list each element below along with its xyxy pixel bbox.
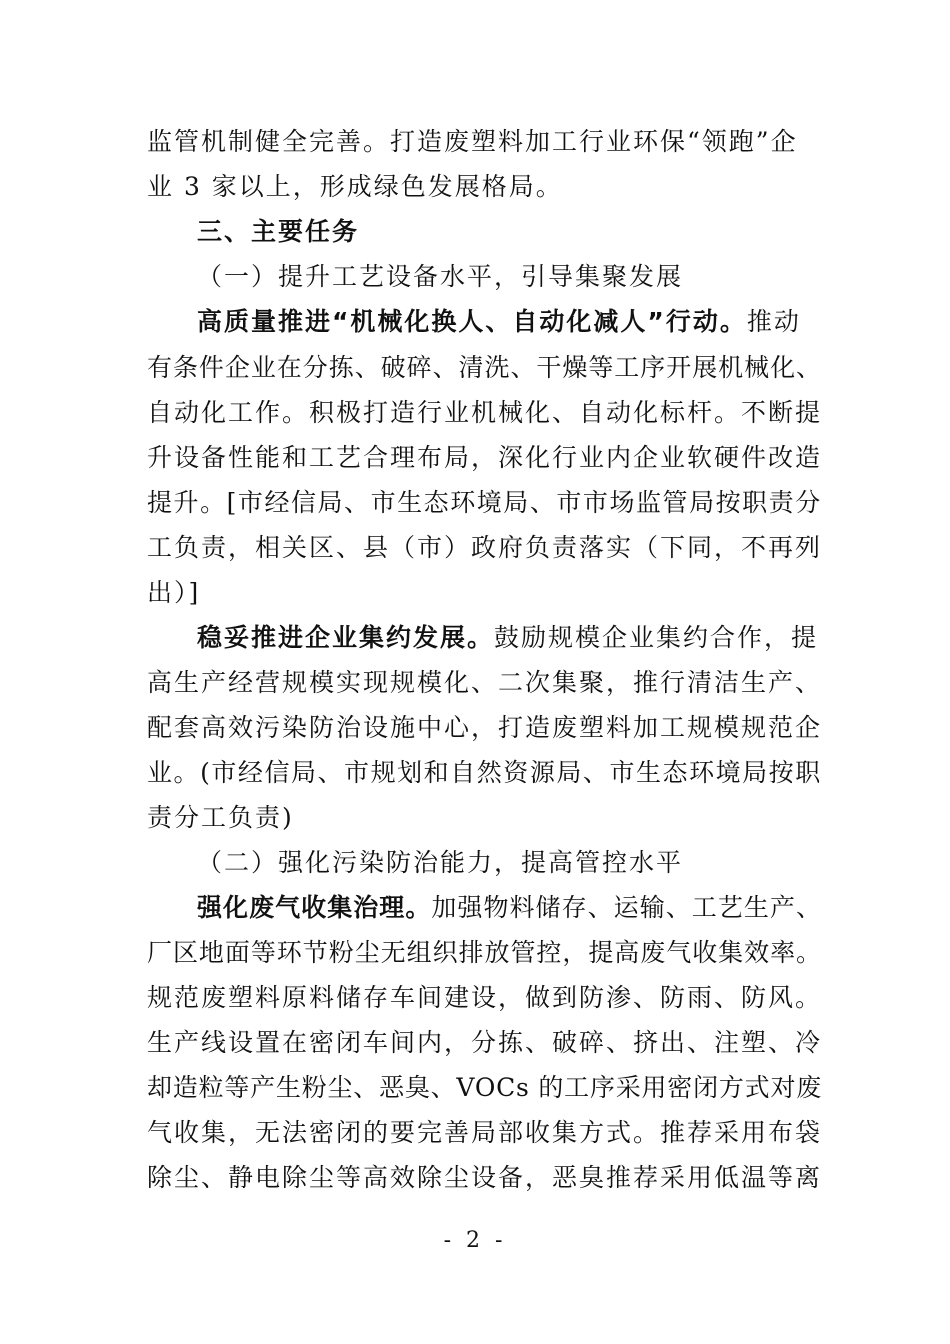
text-line-21: 厂区地面等环节粉尘无组织排放管控，提高废气收集效率。 [147,938,823,967]
text-line-14: 高生产经营规模实现规模化、二次集聚，推行清洁生产、 [147,668,823,697]
text-line-26: 除尘、静电除尘等高效除尘设备，恶臭推荐采用低温等离 [147,1163,823,1192]
subsection-heading-2: （二）强化污染防治能力，提高管控水平 [197,848,684,877]
text-line-9: 提升。[市经信局、市生态环境局、市市场监管局按职责分 [147,488,822,517]
text-line-2: 业 3 家以上，形成绿色发展格局。 [147,172,563,201]
paragraph-3-text: 加强物料储存、运输、工艺生产、 [431,893,823,922]
text-line-11: 出）] [147,578,201,607]
page-number: - 2 - [443,1228,507,1253]
section-heading-3: 三、主要任务 [197,217,360,246]
text-line-6: 有条件企业在分拣、破碎、清洗、干燥等工序开展机械化、 [147,353,823,382]
paragraph-1-text: 推动 [746,307,801,336]
text-line-1: 监管机制健全完善。打造废塑料加工行业环保“领跑”企 [147,127,798,156]
paragraph-1-first-line [197,306,801,338]
paragraph-2-lead: 稳妥推进企业集约发展。 [197,623,495,652]
text-line-23: 生产线设置在密闭车间内，分拣、破碎、挤出、注塑、冷 [147,1028,823,1057]
text-line-24: 却造粒等产生粉尘、恶臭、VOCs 的工序采用密闭方式对废 [147,1073,823,1102]
subsection-heading-1: （一）提升工艺设备水平，引导集聚发展 [197,262,684,291]
text-line-7: 自动化工作。积极打造行业机械化、自动化标杆。不断提 [147,398,823,427]
text-line-15: 配套高效污染防治设施中心，打造废塑料加工规模规范企 [147,713,823,742]
paragraph-3-lead: 强化废气收集治理。 [197,893,432,922]
text-line-16: 业。(市经信局、市规划和自然资源局、市生态环境局按职 [147,758,822,787]
text-line-8: 升设备性能和工艺合理布局，深化行业内企业软硬件改造 [147,443,823,472]
text-line-25: 气收集，无法密闭的要完善局部收集方式。推荐采用布袋 [147,1118,823,1147]
text-line-10: 工负责，相关区、县（市）政府负责落实（下同，不再列 [147,533,823,562]
text-line-17: 责分工负责) [147,803,294,832]
paragraph-3-first-line [197,892,822,924]
paragraph-1-lead: 高质量推进“机械化换人、自动化减人”行动。 [197,307,747,336]
paragraph-2-first-line [197,622,818,654]
text-line-22: 规范废塑料原料储存车间建设，做到防渗、防雨、防风。 [147,983,823,1012]
paragraph-2-text: 鼓励规模企业集约合作，提 [494,623,819,652]
